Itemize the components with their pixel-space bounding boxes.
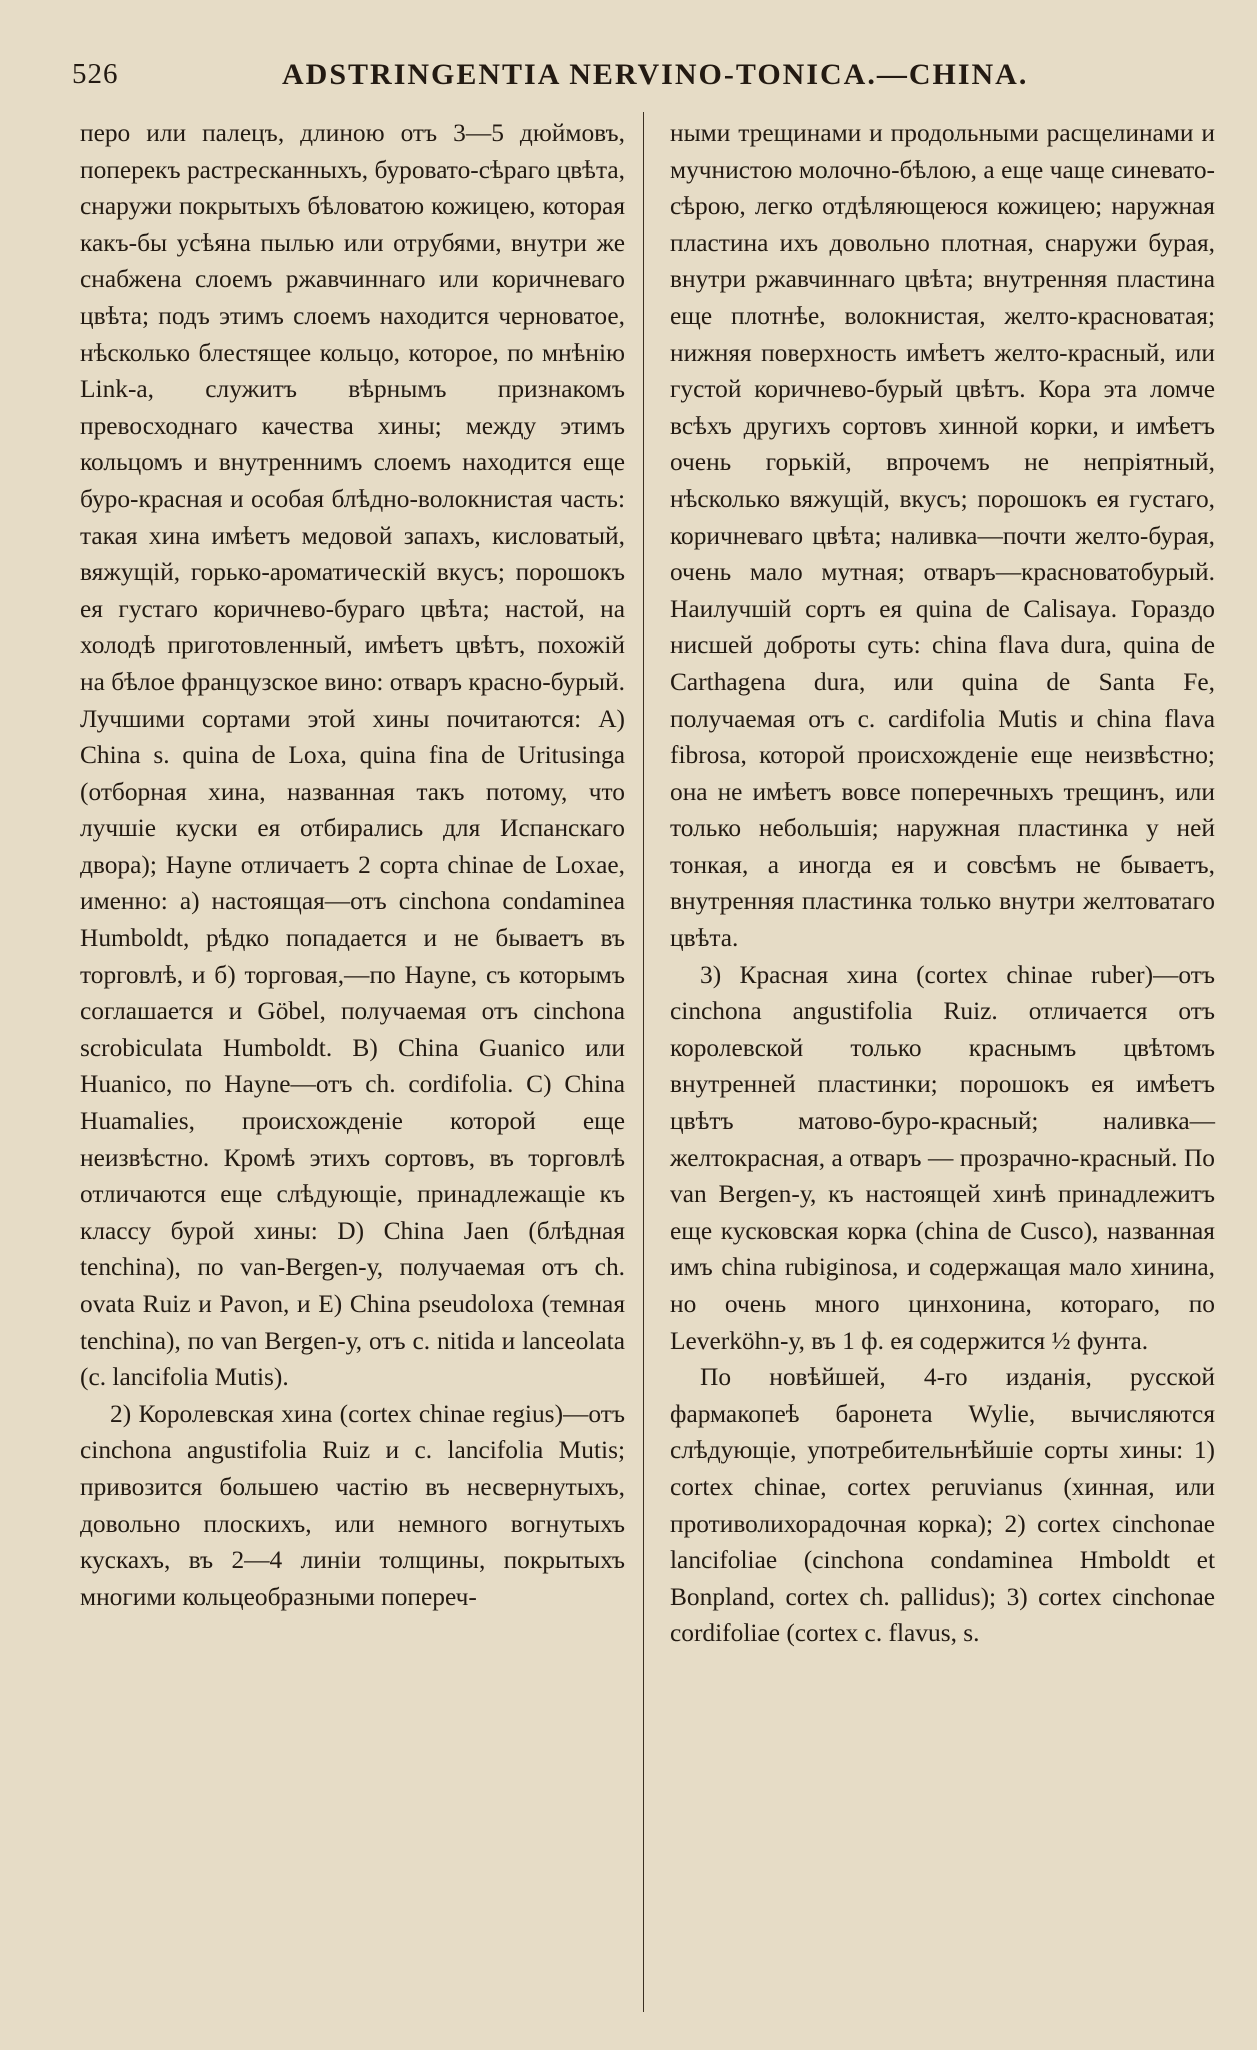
- right-paragraph-1: ными трещинами и продольными расщелинами и мучнистою молочно-бѣлою, а еще чаще синевато-сѣрою, легко отдѣляющеюся кожицею; наружная пластина ихъ довольно плотная, снаружи бурая, внутри ржавчиннаго цвѣта; внутренняя пластина еще плотнѣе, волокнистая, желто-красноватая; нижняя поверхность имѣетъ желто-красный, или густой коричнево-бурый цвѣтъ. Кора эта ломче всѣхъ другихъ сортовъ хинной корки, и имѣетъ очень горькій, впрочемъ не непріятный, нѣсколько вяжущій, вкусъ; порошокъ ея густаго, коричневаго цвѣта; наливка—почти желто-бурая, очень мало мутная; отваръ—красноватобурый. Наилучшій сортъ ея quina de Calisaya. Гораздо нисшей доброты суть: china flava dura, quina de Carthagena dura, или quina de Santa Fe, получаемая отъ c. cardifolia Mutis и china flava fibrosa, которой происхожденіе еще неизвѣстно; она не имѣетъ вовсе поперечныхъ трещинъ, или только небольшія; наружная пластинка у ней тонкая, а иногда ея и совсѣмъ не бываетъ, внутренняя пластинка только внутри желтоватаго цвѣта.: [670, 119, 1215, 953]
- left-paragraph-1: перо или палецъ, длиною отъ 3—5 дюймовъ, поперекъ растресканныхъ, буровато-сѣраго цвѣта, снаружи покрытыхъ бѣловатою кожицею, которая какъ-бы усѣяна пылью или отрубями, внутри же снабжена слоемъ ржавчиннаго или коричневаго цвѣта; подъ этимъ слоемъ находится черноватое, нѣсколько блестящее кольцо, которое, по мнѣнію Link-а, служитъ вѣрнымъ признакомъ превосходнаго качества хины; между этимъ кольцомъ и внутреннимъ слоемъ находится еще буро-красная и особая блѣдно-волокнистая часть: такая хина имѣетъ медовой запахъ, кисловатый, вяжущій, горько-ароматическій вкусъ; порошокъ ея густаго коричнево-бураго цвѣта; настой, на холодѣ приготовленный, имѣетъ цвѣтъ, похожій на бѣлое французское вино: отваръ красно-бурый. Лучшими сортами этой хины почитаются: A) China s. quina de Loxa, quina fina de Uritusinga (отборная хина, названная такъ потому, что лучшіе куски ея отбирались для Испанскаго двора); Hayne отличаетъ 2 сорта chinae de Loxae, именно: a) настоящая—отъ cinchona condaminea Humboldt, рѣдко попадается и не бываетъ въ торговлѣ, и б) торговая,—по Hayne, съ которымъ соглашается и Göbel, получаемая отъ cinchona scrobiculata Humboldt. B) China Guanico или Huanico, по Hayne—отъ ch. cordifolia. C) China Huamalies, происхожденіе которой еще неизвѣстно. Кромѣ этихъ сортовъ, въ торговлѣ отличаются еще слѣдующіе, принадлежащіе къ классу бурой хины: D) China Jaen (блѣдная tenchina), по van-Bergen-у, получаемая отъ ch. ovata Ruiz и Pavon, и E) China pseudoloxa (темная tenchina), по van Bergen-у, отъ c. nitida и lanceolata (c. lancifolia Mutis).: [80, 119, 625, 1392]
- right-paragraph-2: 3) Красная хина (cortex chinae ruber)—отъ cinchona angustifolia Ruiz. отличается отъ королевской только краснымъ цвѣтомъ внутренней пластинки; порошокъ ея имѣетъ цвѣтъ матово-буро-красный; наливка—желтокрасная, а отваръ — прозрачно-красный. По van Bergen-у, къ настоящей хинѣ принадлежитъ еще кусковская корка (china de Cusco), названная имъ china rubiginosa, и содержащая мало хинина, но очень много цинхонина, котораго, по Leverköhn-у, въ 1 ф. ея содержится ½ фунта.: [670, 960, 1215, 1355]
- left-column: [80, 115, 625, 1615]
- page-number: 526: [72, 58, 119, 90]
- column-divider: [643, 112, 644, 2012]
- running-title: ADSTRINGENTIA NERVINO-TONICA.—CHINA.: [282, 58, 1029, 91]
- right-paragraph-3: По новѣйшей, 4-го изданія, русской фармакопеѣ баронета Wylie, вычисляются слѣдующіе, употребительнѣйшіе сорты хины: 1) cortex chinae, cortex peruvianus (хинная, или противолихорадочная корка); 2) cortex cinchonae lancifoliae (cinchona condaminea Hmboldt et Bonpland, cortex ch. pallidus); 3) cortex cinchonae cordifoliae (cortex c. flavus, s.: [670, 1363, 1215, 1648]
- left-paragraph-2: 2) Королевская хина (cortex chinae regius)—отъ cinchona angustifolia Ruiz и c. lancifolia Mutis; привозится большею частію въ несвернутыхъ, довольно плоскихъ, или немного вогнутыхъ кускахъ, въ 2—4 линіи толщины, покрытыхъ многими кольцеобразными попереч-: [80, 1399, 625, 1611]
- right-column: [670, 115, 1215, 1652]
- page-header: [72, 58, 1222, 98]
